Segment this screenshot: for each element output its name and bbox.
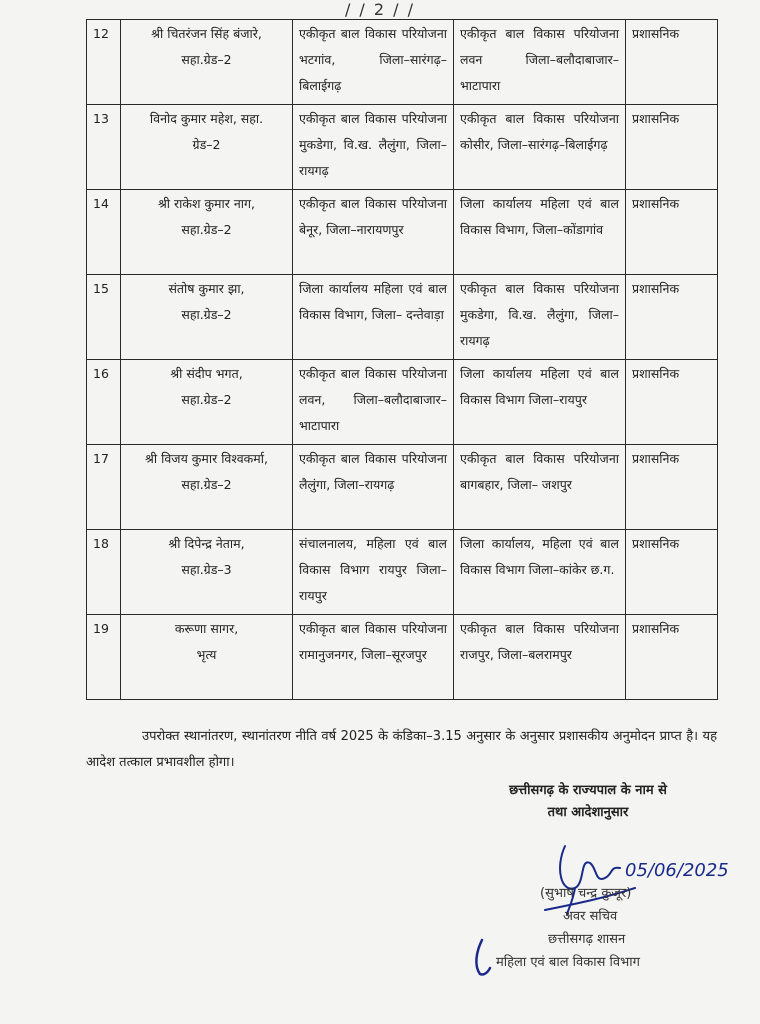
employee-name: संतोष कुमार झा, [168, 281, 245, 296]
designation: ग्रेड–2 [192, 137, 221, 152]
employee-name: श्री राकेश कुमार नाग, [157, 196, 256, 211]
serial-number: 16 [87, 360, 121, 445]
order-paragraph: उपरोक्त स्थानांतरण, स्थानांतरण नीति वर्ष 2025 के कंडिका–3.15 अनुसार के अनुसार प्रशासकीय अनुमोदन प्राप्त है। यह आदेश तत्काल प्रभावशील होगा। [86, 729, 717, 770]
serial-number: 13 [87, 105, 121, 190]
designation: सहा.ग्रेड–3 [181, 562, 232, 577]
employee-name: श्री विजय कुमार विश्वकर्मा, [145, 451, 268, 466]
serial-number: 12 [87, 20, 121, 105]
from-posting: एकीकृत बाल विकास परियोजना लैलुंगा, जिला–रायगढ़ [293, 445, 454, 530]
to-posting: जिला कार्यालय, महिला एवं बाल विकास विभाग जिला–कांकेर छ.ग. [454, 530, 626, 615]
to-posting: एकीकृत बाल विकास परियोजना कोसीर, जिला–सारंगढ़–बिलाईगढ़ [454, 105, 626, 190]
table-row [87, 445, 718, 530]
table-row [87, 20, 718, 105]
table-row [87, 360, 718, 445]
from-posting: एकीकृत बाल विकास परियोजना रामानुजनगर, जिला–सूरजपुर [293, 615, 454, 700]
transfer-table [86, 19, 718, 700]
transfer-reason: प्रशासनिक [626, 190, 718, 275]
transfer-reason: प्रशासनिक [626, 105, 718, 190]
employee-name: विनोद कुमार महेश, सहा. [149, 111, 264, 126]
table-row [87, 105, 718, 190]
to-posting: एकीकृत बाल विकास परियोजना राजपुर, जिला–बलरामपुर [454, 615, 626, 700]
designation: सहा.ग्रेड–2 [181, 222, 232, 237]
table-row [87, 275, 718, 360]
transfer-reason: प्रशासनिक [626, 530, 718, 615]
department-name: महिला एवं बाल विकास विभाग [496, 955, 640, 970]
authority-line-2: तथा आदेशानुसार [547, 805, 629, 820]
table-row [87, 615, 718, 700]
government-name: छत्तीसगढ़ शासन [548, 932, 626, 947]
transfer-reason: प्रशासनिक [626, 615, 718, 700]
transfer-reason: प्रशासनिक [626, 360, 718, 445]
designation: सहा.ग्रेड–2 [181, 307, 232, 322]
designation: भृत्य [196, 647, 217, 662]
from-posting: संचालनालय, महिला एवं बाल विकास विभाग रायपुर जिला–रायपुर [293, 530, 454, 615]
table-row [87, 190, 718, 275]
from-posting: एकीकृत बाल विकास परियोजना मुकडेगा, वि.ख. लैलुंगा, जिला– रायगढ़ [293, 105, 454, 190]
serial-number: 18 [87, 530, 121, 615]
from-posting: जिला कार्यालय महिला एवं बाल विकास विभाग, जिला– दन्तेवाड़ा [293, 275, 454, 360]
serial-number: 17 [87, 445, 121, 530]
to-posting: जिला कार्यालय महिला एवं बाल विकास विभाग, जिला–कोंडागांव [454, 190, 626, 275]
employee-name: श्री संदीप भगत, [170, 366, 243, 381]
serial-number: 19 [87, 615, 121, 700]
transfer-reason: प्रशासनिक [626, 20, 718, 105]
employee-name: करूणा सागर, [174, 621, 239, 636]
authority-line-1: छत्तीसगढ़ के राज्यपाल के नाम से [509, 783, 667, 798]
from-posting: एकीकृत बाल विकास परियोजना भटगांव, जिला–सारंगढ़–बिलाईगढ़ [293, 20, 454, 105]
to-posting: एकीकृत बाल विकास परियोजना मुकडेगा, वि.ख. लैलुंगा, जिला– रायगढ़ [454, 275, 626, 360]
serial-number: 15 [87, 275, 121, 360]
to-posting: एकीकृत बाल विकास परियोजना बागबहार, जिला– जशपुर [454, 445, 626, 530]
transfer-reason: प्रशासनिक [626, 275, 718, 360]
designation: सहा.ग्रेड–2 [181, 392, 232, 407]
serial-number: 14 [87, 190, 121, 275]
from-posting: एकीकृत बाल विकास परियोजना लवन, जिला–बलौदाबाजार–भाटापारा [293, 360, 454, 445]
designation: सहा.ग्रेड–2 [181, 477, 232, 492]
page-number: / / 2 / / [344, 0, 416, 19]
to-posting: जिला कार्यालय महिला एवं बाल विकास विभाग जिला–रायपुर [454, 360, 626, 445]
employee-name: श्री चितरंजन सिंह बंजारे, [151, 26, 262, 41]
table-row [87, 530, 718, 615]
from-posting: एकीकृत बाल विकास परियोजना बेनूर, जिला–नारायणपुर [293, 190, 454, 275]
transfer-reason: प्रशासनिक [626, 445, 718, 530]
employee-name: श्री दिपेन्द्र नेताम, [168, 536, 245, 551]
officer-title: अवर सचिव [563, 909, 618, 924]
signature-date: 05/06/2025 [625, 860, 729, 881]
pen-stroke-icon [470, 938, 492, 978]
authority-block [468, 780, 708, 824]
officer-name: (सुभाष चन्द्र कुजूर) [540, 886, 632, 901]
to-posting: एकीकृत बाल विकास परियोजना लवन जिला–बलौदाबाजार–भाटापारा [454, 20, 626, 105]
designation: सहा.ग्रेड–2 [181, 52, 232, 67]
